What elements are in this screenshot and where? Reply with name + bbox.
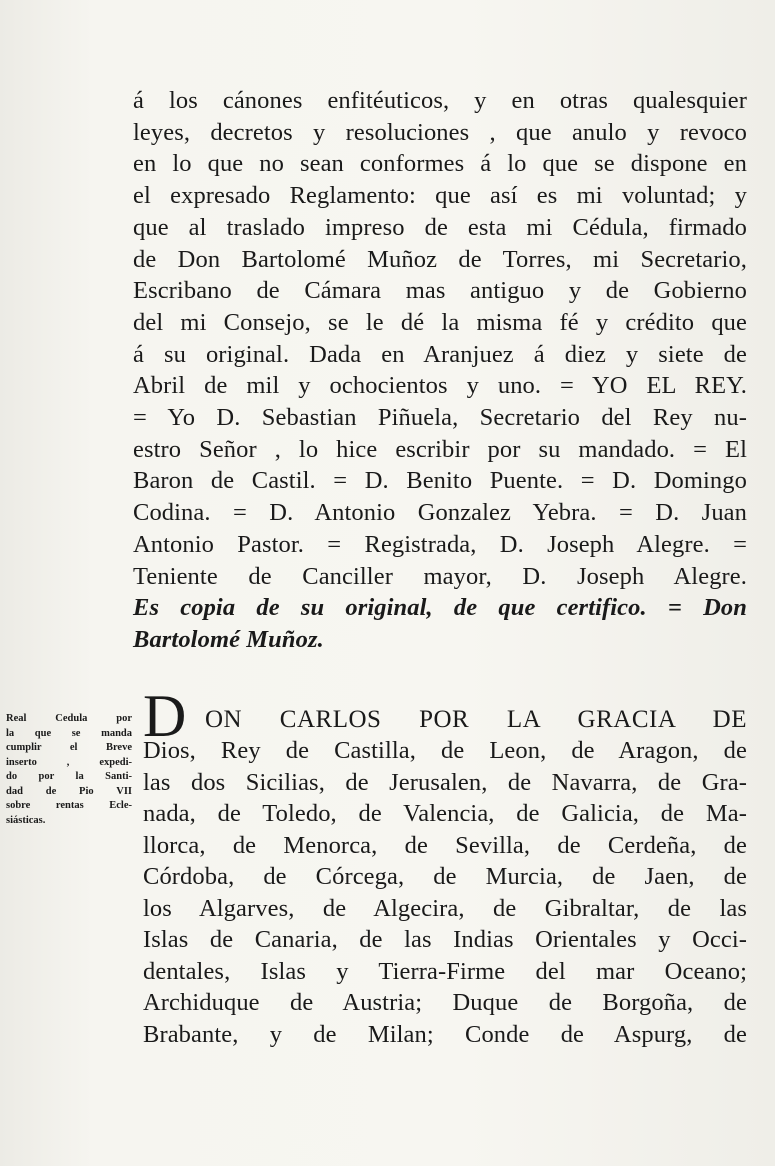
margin-note-line: siásticas. <box>6 814 46 826</box>
certification-line: Bartolomé Muñoz. <box>133 625 324 653</box>
royal-title-line: ON CARLOS POR LA GRACIA DE <box>205 706 747 733</box>
text-line: el expresado Reglamento: que así es mi voluntad; y <box>133 182 747 210</box>
text-line: Brabante, y de Milan; Conde de Aspurg, de <box>143 1020 747 1048</box>
text-line: Abril de mil y ochocientos y uno. = YO EL REY. <box>133 372 747 400</box>
text-line: Antonio Pastor. = Registrada, D. Joseph Alegre. = <box>133 530 747 558</box>
text-line: nada, de Toledo, de Valencia, de Galicia, de Ma- <box>143 800 747 827</box>
text-line: Archiduque de Austria; Duque de Borgoña, de <box>143 989 747 1016</box>
text-line: Teniente de Canciller mayor, D. Joseph Alegre. <box>133 562 747 590</box>
text-line: á los cánones enfitéuticos, y en otras qualesquier <box>133 87 747 114</box>
text-line: que al traslado impreso de esta mi Cédula, firmado <box>133 213 747 241</box>
margin-note-line: dad de Pio VII <box>6 785 132 797</box>
text-line: estro Señor , lo hice escribir por su mandado. = El <box>133 435 747 463</box>
margin-note-line: Real Cedula por <box>6 713 132 724</box>
certification-line: Es copia de su original, de que certifico. = Don <box>133 594 747 622</box>
text-line: Escribano de Cámara mas antiguo y de Gobierno <box>133 277 747 305</box>
drop-cap: D <box>143 683 187 749</box>
text-line: = Yo D. Sebastian Piñuela, Secretario del Rey nu- <box>133 404 747 431</box>
text-line: Islas de Canaria, de las Indias Orientales y Occi- <box>143 926 747 953</box>
text-line: dentales, Islas y Tierra-Firme del mar Oceano; <box>143 957 747 985</box>
margin-note-line: inserto , expedi- <box>6 756 132 768</box>
margin-note-line: cumplir el Breve <box>6 742 132 753</box>
text-line: los Algarves, de Algecira, de Gibraltar, de las <box>143 894 747 922</box>
margin-note-line: do por la Santi- <box>6 771 132 782</box>
text-line: de Don Bartolomé Muñoz de Torres, mi Secretario, <box>133 245 747 273</box>
margin-note <box>6 712 132 828</box>
text-line: Dios, Rey de Castilla, de Leon, de Aragon, de <box>143 737 747 764</box>
margin-note-line: sobre rentas Ecle- <box>6 800 132 811</box>
text-line: llorca, de Menorca, de Sevilla, de Cerdeña, de <box>143 831 747 859</box>
text-line: Baron de Castil. = D. Benito Puente. = D. Domingo <box>133 467 747 495</box>
margin-note-line: la que se manda <box>6 727 132 739</box>
text-line: á su original. Dada en Aranjuez á diez y siete de <box>133 340 747 368</box>
text-line: leyes, decretos y resoluciones , que anulo y revoco <box>133 118 747 146</box>
text-line: en lo que no sean conformes á lo que se dispone en <box>133 150 747 178</box>
text-line: las dos Sicilias, de Jerusalen, de Navarra, de Gra- <box>143 768 747 796</box>
text-line: del mi Consejo, se le dé la misma fé y crédito que <box>133 308 747 336</box>
text-line: Córdoba, de Córcega, de Murcia, de Jaen, de <box>143 863 747 890</box>
text-line: Codina. = D. Antonio Gonzalez Yebra. = D. Juan <box>133 499 747 527</box>
